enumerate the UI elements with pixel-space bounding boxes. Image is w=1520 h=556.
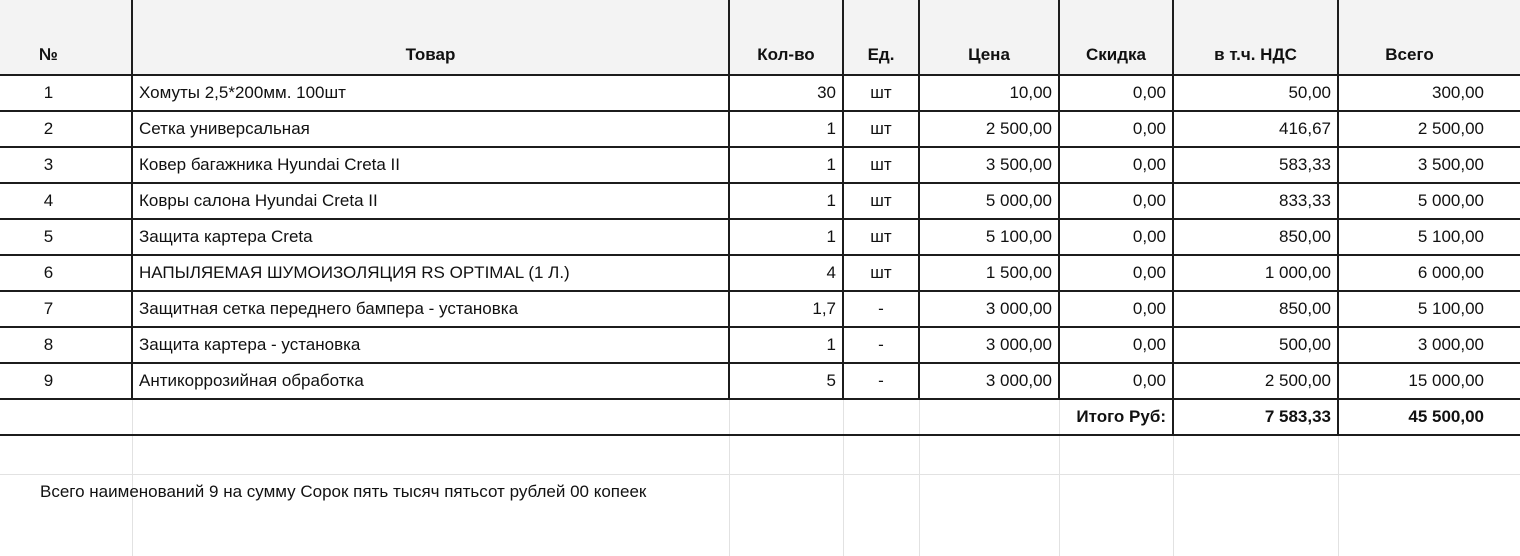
total-cell[interactable]: 3 500,00 [1338,147,1520,183]
row-number-cell[interactable]: 7 [0,291,132,327]
discount-cell[interactable]: 0,00 [1059,147,1173,183]
total-cell[interactable]: 5 100,00 [1338,219,1520,255]
total-cell[interactable]: 6 000,00 [1338,255,1520,291]
product-cell[interactable]: Хомуты 2,5*200мм. 100шт [132,75,729,111]
unit-cell[interactable]: шт [843,255,919,291]
price-cell[interactable]: 1 500,00 [919,255,1059,291]
product-cell[interactable]: Антикоррозийная обработка [132,363,729,399]
product-cell[interactable]: Защита картера Creta [132,219,729,255]
table-row [0,147,1520,183]
price-cell[interactable]: 5 000,00 [919,183,1059,219]
price-cell[interactable]: 3 000,00 [919,327,1059,363]
product-cell[interactable]: Защита картера - установка [132,327,729,363]
unit-cell[interactable]: шт [843,147,919,183]
vat-cell[interactable]: 850,00 [1173,291,1338,327]
totals-vat[interactable]: 7 583,33 [1173,399,1338,435]
amount-in-words: Всего наименований 9 на сумму Сорок пять тысяч пятьсот рублей 00 копеек [40,482,647,501]
price-cell[interactable]: 2 500,00 [919,111,1059,147]
product-cell[interactable]: НАПЫЛЯЕМАЯ ШУМОИЗОЛЯЦИЯ RS OPTIMAL (1 Л.) [132,255,729,291]
quantity-cell[interactable]: 5 [729,363,843,399]
totals-grand-total[interactable]: 45 500,00 [1338,399,1520,435]
discount-cell[interactable]: 0,00 [1059,219,1173,255]
totals-label[interactable]: Итого Руб: [0,399,1173,435]
column-header-discount[interactable]: Скидка [1059,0,1173,75]
table-header-row [0,0,1520,75]
quantity-cell[interactable]: 4 [729,255,843,291]
total-cell[interactable]: 15 000,00 [1338,363,1520,399]
vat-cell[interactable]: 583,33 [1173,147,1338,183]
unit-cell[interactable]: шт [843,75,919,111]
totals-row [0,399,1520,435]
column-header-vat[interactable]: в т.ч. НДС [1173,0,1338,75]
discount-cell[interactable]: 0,00 [1059,111,1173,147]
total-cell[interactable]: 2 500,00 [1338,111,1520,147]
vat-cell[interactable]: 850,00 [1173,219,1338,255]
table-row [0,183,1520,219]
table-row [0,327,1520,363]
quantity-cell[interactable]: 1 [729,219,843,255]
product-cell[interactable]: Защитная сетка переднего бампера - установка [132,291,729,327]
vat-cell[interactable]: 833,33 [1173,183,1338,219]
column-header-product[interactable]: Товар [132,0,729,75]
quantity-cell[interactable]: 30 [729,75,843,111]
row-number-cell[interactable]: 8 [0,327,132,363]
row-number-cell[interactable]: 6 [0,255,132,291]
table-row [0,219,1520,255]
total-cell[interactable]: 3 000,00 [1338,327,1520,363]
price-cell[interactable]: 3 000,00 [919,363,1059,399]
column-header-unit[interactable]: Ед. [843,0,919,75]
price-cell[interactable]: 5 100,00 [919,219,1059,255]
unit-cell[interactable]: - [843,363,919,399]
discount-cell[interactable]: 0,00 [1059,183,1173,219]
row-number-cell[interactable]: 1 [0,75,132,111]
row-number-cell[interactable]: 5 [0,219,132,255]
row-number-cell[interactable]: 4 [0,183,132,219]
column-header-quantity[interactable]: Кол-во [729,0,843,75]
quantity-cell[interactable]: 1,7 [729,291,843,327]
vat-cell[interactable]: 50,00 [1173,75,1338,111]
product-cell[interactable]: Ковры салона Hyundai Creta II [132,183,729,219]
quantity-cell[interactable]: 1 [729,111,843,147]
table-row [0,291,1520,327]
total-cell[interactable]: 5 000,00 [1338,183,1520,219]
price-cell[interactable]: 3 000,00 [919,291,1059,327]
column-header-total[interactable]: Всего [1338,0,1520,75]
row-number-cell[interactable]: 3 [0,147,132,183]
vat-cell[interactable]: 2 500,00 [1173,363,1338,399]
unit-cell[interactable]: - [843,291,919,327]
product-cell[interactable]: Ковер багажника Hyundai Creta II [132,147,729,183]
unit-cell[interactable]: шт [843,183,919,219]
discount-cell[interactable]: 0,00 [1059,291,1173,327]
quantity-cell[interactable]: 1 [729,327,843,363]
vat-cell[interactable]: 500,00 [1173,327,1338,363]
price-cell[interactable]: 10,00 [919,75,1059,111]
vat-cell[interactable]: 1 000,00 [1173,255,1338,291]
discount-cell[interactable]: 0,00 [1059,255,1173,291]
quantity-cell[interactable]: 1 [729,183,843,219]
table-row [0,363,1520,399]
discount-cell[interactable]: 0,00 [1059,363,1173,399]
table-row [0,255,1520,291]
product-cell[interactable]: Сетка универсальная [132,111,729,147]
discount-cell[interactable]: 0,00 [1059,75,1173,111]
column-header-price[interactable]: Цена [919,0,1059,75]
quantity-cell[interactable]: 1 [729,147,843,183]
table-row [0,111,1520,147]
total-cell[interactable]: 5 100,00 [1338,291,1520,327]
price-cell[interactable]: 3 500,00 [919,147,1059,183]
discount-cell[interactable]: 0,00 [1059,327,1173,363]
row-number-cell[interactable]: 2 [0,111,132,147]
unit-cell[interactable]: - [843,327,919,363]
unit-cell[interactable]: шт [843,111,919,147]
row-number-cell[interactable]: 9 [0,363,132,399]
table-row [0,75,1520,111]
column-header-number[interactable]: № [0,0,132,75]
vat-cell[interactable]: 416,67 [1173,111,1338,147]
unit-cell[interactable]: шт [843,219,919,255]
total-cell[interactable]: 300,00 [1338,75,1520,111]
